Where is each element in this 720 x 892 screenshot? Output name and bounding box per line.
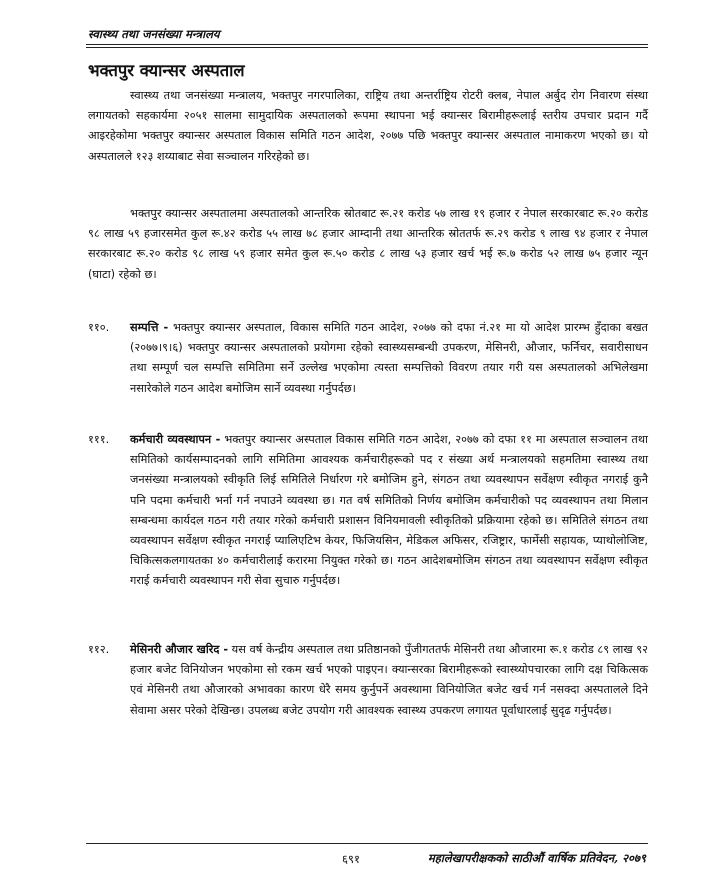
finding-body xyxy=(130,640,648,721)
finding-item xyxy=(88,318,648,399)
finding-heading: मेसिनरी औजार खरिद - xyxy=(130,643,229,656)
footer-rule xyxy=(86,843,648,844)
finding-heading: सम्पत्ति - xyxy=(130,321,169,334)
page-number: ६९१ xyxy=(342,852,360,866)
finding-heading: कर्मचारी व्यवस्थापन - xyxy=(130,433,221,446)
finding-body xyxy=(130,430,648,592)
footer-report-title: महालेखापरीक्षकको साठीऔं वार्षिक प्रतिवेदन, २०७९ xyxy=(427,851,646,865)
finding-item xyxy=(88,430,648,592)
finding-body xyxy=(130,318,648,399)
finding-number: ११२. xyxy=(88,643,110,656)
paragraph-finance: भक्तपुर क्यान्सर अस्पतालमा अस्पतालको आन्तरिक स्रोतबाट रू.२१ करोड ५७ लाख १९ हजार र नेपाल सरकारबाट रू.२० करोड ९८ लाख ५९ हजारसमेत कुल रू.४२ करोड ५५ लाख ७८ हजार आम्दानी तथा आन्तरिक स्रोततर्फ रू.२९ करोड ९ लाख ९४ हजार र नेपाल सरकारबाट रू.२० करोड ९८ लाख ५९ हजार समेत कुल रू.५० करोड ८ लाख ५३ हजार खर्च भई रू.७ करोड ५२ लाख ७५ हजार न्यून (घाटा) रहेको छ। xyxy=(88,207,648,281)
running-header: स्वास्थ्य तथा जनसंख्या मन्त्रालय xyxy=(88,27,220,41)
paragraph-intro: स्वास्थ्य तथा जनसंख्या मन्त्रालय, भक्तपुर नगरपालिका, राष्ट्रिय तथा अन्तर्राष्ट्रिय रोटरी क्लब, नेपाल अर्बुद रोग निवारण संस्था लगायतको सहकार्यमा २०५१ सालमा सामुदायिक अस्पतालको रूपमा स्थापना भई क्यान्सर बिरामीहरूलाई स्तरीय उपचार प्रदान गर्दै आइरहेकोमा भक्तपुर क्यान्सर अस्पताल विकास समिति गठन आदेश, २०७७ पछि भक्तपुर क्यान्सर अस्पताल नामाकरण भएको छ। यो अस्पतालले १२३ शय्याबाट सेवा सञ्चालन गरिरहेको छ। xyxy=(88,89,648,163)
header-rule-thin xyxy=(86,47,648,48)
finding-text: भक्तपुर क्यान्सर अस्पताल, विकास समिति गठन आदेश, २०७७ को दफा नं.२१ मा यो आदेश प्रारम्भ हुँदाका बखत (२०७७।९।६) भक्तपुर क्यान्सर अस्पतालको प्रयोगमा रहेको स्वास्थ्यसम्बन्धी उपकरण, मेसिनरी, औजार, फर्निचर, सवारीसाधन तथा सम्पूर्ण चल सम्पत्ति समितिमा सर्ने उल्लेख भएकोमा त्यस्ता सम्पत्तिको विवरण तयार गरी यस अस्पतालको अभिलेखमा नसारेकोले गठन आदेश बमोजिम सार्ने व्यवस्था गर्नुपर्दछ। xyxy=(130,321,648,395)
finding-number: ११०. xyxy=(88,321,110,334)
header-rule xyxy=(86,44,648,45)
finding-item xyxy=(88,640,648,721)
finding-number: १११. xyxy=(88,433,110,446)
finding-text: यस वर्ष केन्द्रीय अस्पताल तथा प्रतिष्ठानको पुँजीगततर्फ मेसिनरी तथा औजारमा रू.१ करोड ८९ लाख ९२ हजार बजेट विनियोजन भएकोमा सो रकम खर्च भएको पाइएन। क्यान्सरका बिरामीहरूको स्वास्थ्योपचारका लागि दक्ष चिकित्सक एवं मेसिनरी तथा औजारको अभावका कारण धेरै समय कुर्नुपर्ने अवस्थामा विनियोजित बजेट खर्च गर्न नसक्दा अस्पतालले दिने सेवामा असर परेको देखिन्छ। उपलब्ध बजेट उपयोग गरी आवश्यक स्वास्थ्य उपकरण लगायत पूर्वाधारलाई सुदृढ गर्नुपर्दछ। xyxy=(130,643,648,717)
finding-text: भक्तपुर क्यान्सर अस्पताल विकास समिति गठन आदेश, २०७७ को दफा ११ मा अस्पताल सञ्चालन तथा समितिको कार्यसम्पादनको लागि समितिमा आवश्यक कर्मचारीहरूको पद र संख्या अर्थ मन्त्रालयको सहमतिमा स्वास्थ्य तथा जनसंख्या मन्त्रालयको स्वीकृति लिई समितिले निर्धारण गरे बमोजिम हुने, संगठन तथा व्यवस्थापन सर्वेक्षण स्वीकृत नगराई कुनै पनि पदमा कर्मचारी भर्ना गर्न नपाउने व्यवस्था छ। गत वर्ष समितिको निर्णय बमोजिम कर्मचारीको पद व्यवस्थापन तथा मिलान सम्बन्धमा कार्यदल गठन गरी तयार गरेको कर्मचारी प्रशासन विनियमावली स्वीकृतिको प्रक्रियामा रहेको छ। समितिले संगठन तथा व्यवस्थापन सर्वेक्षण स्वीकृत नगराई प्यालिएटिभ केयर, फिजियसिन, मेडिकल अफिसर, रजिष्ट्रार, फार्मेसी सहायक, प्याथोलोजिष्ट, चिकित्सकलगायतका ४० कर्मचारीलाई करारमा नियुक्त गरेको छ। गठन आदेशबमोजिम संगठन तथा व्यवस्थापन सर्वेक्षण स्वीकृत गराई कर्मचारी व्यवस्थापन गरी सेवा सुचारु गर्नुपर्दछ। xyxy=(130,433,648,588)
section-title: भक्तपुर क्यान्सर अस्पताल xyxy=(88,61,245,80)
